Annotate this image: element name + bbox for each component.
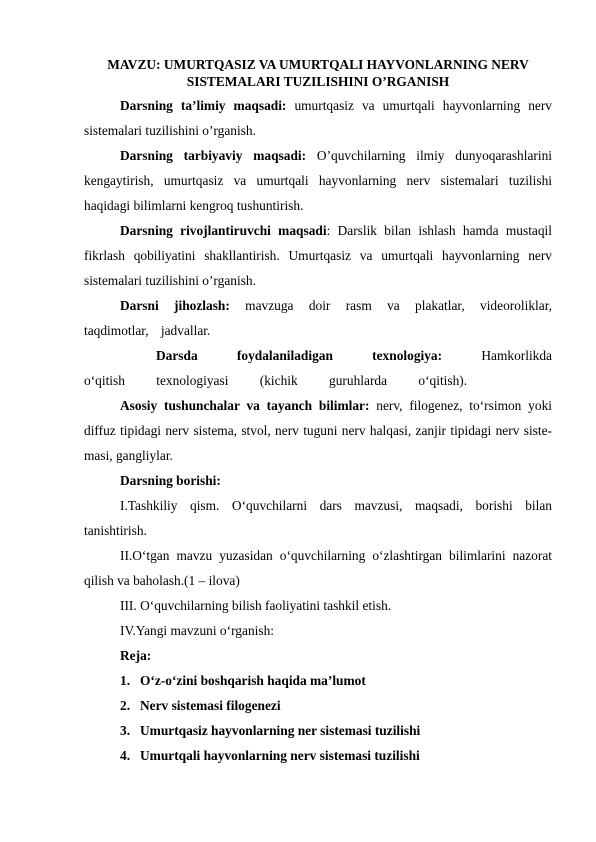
reja-item-text: Nerv sistemasi filogenezi xyxy=(140,698,281,713)
paragraph-tarbiyaviy xyxy=(84,143,552,218)
paragraph-label: Darsning ta’limiy maqsadi: xyxy=(120,98,287,113)
title-line-1: MAVZU: UMURTQASIZ VA UMURTQALI HAYVONLARNING NERV xyxy=(107,57,529,72)
reja-item-number: 3. xyxy=(120,723,131,738)
paragraph-text: : Darslik bilan ishlash hamda mustaqil fikrlash qobiliyatini shakllantirish. Umurtqasiz va umurtqali hayvonlarning nerv sistemalari tuzilishini o’rganish. xyxy=(84,223,552,288)
paragraph-label: Darsda foydalaniladigan texnologiya: xyxy=(156,348,443,363)
reja-item-number: 1. xyxy=(120,673,131,688)
paragraph-talimiy xyxy=(84,93,552,143)
reja-heading: Reja: xyxy=(120,648,152,663)
paragraph-label: Asosiy tushunchalar va tayanch bilimlar: xyxy=(120,398,370,413)
reja-item-text: Umurtqali hayvonlarning nerv sistemasi tuzilishi xyxy=(140,748,420,763)
step-2: II.O‘tgan mavzu yuzasidan o‘quvchilarning o‘zlashtirgan bilimlarini nazorat qilish va baholash.(1 – ilova) xyxy=(84,548,552,588)
reja-item-3 xyxy=(84,718,552,743)
reja-item-1 xyxy=(84,668,552,693)
paragraph-text: umurtqasiz va umurtqali hayvonlarning nerv sistemalari tuzilishini o’rganish. xyxy=(84,98,552,138)
paragraph-texnologiya xyxy=(84,343,552,393)
paragraph-label: Darsning tarbiyaviy maqsadi: xyxy=(120,148,307,163)
paragraph-label: Darsning rivojlantiruvchi maqsadi xyxy=(120,223,327,238)
reja-item-number: 2. xyxy=(120,698,131,713)
reja-item-text: O‘z-o‘zini boshqarish haqida ma’lumot xyxy=(140,673,366,688)
title-line-2: SISTEMALARI TUZILISHINI O’RGANISH xyxy=(186,74,450,89)
reja-item-text: Umurtqasiz hayvonlarning ner sistemasi tuzilishi xyxy=(140,723,421,738)
document-title xyxy=(84,56,552,90)
paragraph-text: Hamkorlikda o‘qitish texnologiyasi (kichik guruhlarda o‘qitish). xyxy=(84,348,552,388)
paragraph-label: Darsni jihozlash: xyxy=(120,298,230,313)
step-3: III. O‘quvchilarning bilish faoliyatini tashkil etish. xyxy=(120,598,392,613)
reja-item-number: 4. xyxy=(120,748,131,763)
step-1: I.Tashkiliy qism. O‘quvchilarni dars mavzusi, maqsadi, borishi bilan tanishtirish. xyxy=(84,498,552,538)
paragraph-jihozlash xyxy=(84,293,552,343)
borishi-heading: Darsning borishi: xyxy=(120,473,221,488)
paragraph-rivojlantiruvchi xyxy=(84,218,552,293)
reja-item-2 xyxy=(84,693,552,718)
paragraph-text: mavzuga doir rasm va plakatlar, videoroliklar, taqdimotlar, jadvallar. xyxy=(84,298,552,338)
reja-item-4 xyxy=(84,743,552,768)
step-4: IV.Yangi mavzuni o‘rganish: xyxy=(120,623,274,638)
paragraph-text: nerv, filogenez, to‘rsimon yoki diffuz tipidagi nerv sistema, stvol, nerv tuguni nerv halqasi, zanjir tipidagi nerv siste- masi, gangliylar. xyxy=(84,398,552,463)
paragraph-tushunchalar xyxy=(84,393,552,468)
document-page xyxy=(84,56,552,768)
paragraph-text: O’quvchilarning ilmiy dunyoqarashlarini kengaytirish, umurtqasiz va umurtqali hayvonlarning nerv sistemalari tuzilishi haqidagi bilimlarni kengroq tushuntirish. xyxy=(84,148,552,213)
